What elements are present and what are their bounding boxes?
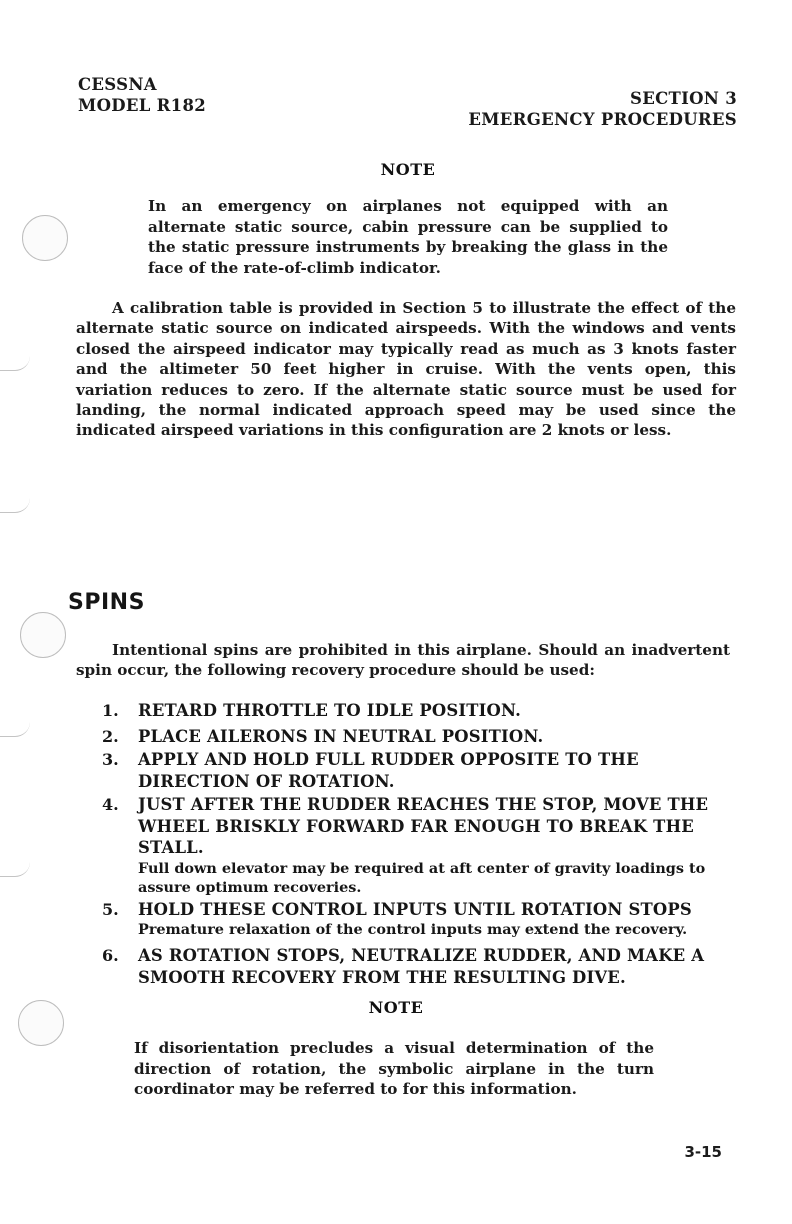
note-title: NOTE (380, 160, 436, 179)
note-body: In an emergency on airplanes not equipped with an alternate static source, cabin pressure can be supplied to the static pressure instruments by breaking the glass in the face of the rate-of-climb indicator. (148, 197, 668, 277)
page-number: 3-15 (684, 1143, 722, 1161)
step-number: 1. (102, 701, 119, 720)
step-caption: PLACE AILERONS IN NEUTRAL POSITION. (138, 726, 544, 746)
binder-tick (0, 356, 30, 371)
step-number: 5. (102, 899, 119, 919)
binder-hole-middle (20, 612, 66, 658)
list-item (102, 899, 730, 940)
step-detail: Premature relaxation of the control inputs may extend the recovery. (138, 921, 688, 938)
header-section-number: SECTION 3 (629, 89, 737, 108)
list-item (102, 794, 730, 897)
step-detail: Full down elevator may be required at aft center of gravity loadings to assure optimum recoveries. (138, 859, 706, 896)
spin-recovery-steps (102, 700, 730, 988)
note-body: If disorientation precludes a visual determination of the direction of rotation, the symbolic airplane in the turn coordinator may be referred to for this information. (134, 1039, 654, 1098)
step-number: 6. (102, 946, 119, 965)
header-manufacturer: CESSNA (78, 75, 157, 94)
binder-tick (0, 722, 30, 737)
step-caption: RETARD THROTTLE TO IDLE POSITION. (138, 701, 522, 720)
step-caption: JUST AFTER THE RUDDER REACHES THE STOP, MOVE THE WHEEL BRISKLY FORWARD FAR ENOUGH TO BREAK THE STALL. (138, 795, 709, 857)
binder-tick (0, 498, 30, 513)
step-number: 4. (102, 795, 119, 814)
step-caption: HOLD THESE CONTROL INPUTS UNTIL ROTATION STOPS (138, 899, 692, 919)
binder-hole-top (22, 215, 68, 261)
header-model-name: MODEL R182 (78, 96, 207, 115)
list-item (102, 945, 730, 988)
header-section-title: EMERGENCY PROCEDURES (468, 110, 737, 129)
step-number: 3. (102, 750, 119, 769)
note-title: NOTE (368, 998, 424, 1017)
binder-tick (0, 862, 30, 877)
header-section (468, 88, 737, 130)
step-caption: APPLY AND HOLD FULL RUDDER OPPOSITE TO THE DIRECTION OF ROTATION. (138, 750, 639, 791)
step-number: 2. (102, 726, 119, 746)
list-item (102, 726, 730, 748)
header-model (78, 74, 206, 116)
list-item (102, 700, 730, 722)
step-caption: AS ROTATION STOPS, NEUTRALIZE RUDDER, AND MAKE A SMOOTH RECOVERY FROM THE RESULTING DIVE. (138, 946, 705, 987)
calibration-paragraph: A calibration table is provided in Section 5 to illustrate the effect of the alternate static source on indicated airspeeds. With the windows and vents closed the airspeed indicator may typically read as much as 3 knots faster and the altimeter 50 feet higher in cruise. With the vents open, this variation reduces to zero. If the alternate static source must be used for landing, the normal indicated approach speed may be used since the indicated airspeed variations in this configuration are 2 knots or less. (76, 299, 736, 440)
list-item (102, 749, 730, 792)
spins-intro-paragraph: Intentional spins are prohibited in this airplane. Should an inadvertent spin occur, the following recovery procedure should be used: (76, 641, 730, 680)
section-heading-spins: SPINS (68, 590, 145, 615)
